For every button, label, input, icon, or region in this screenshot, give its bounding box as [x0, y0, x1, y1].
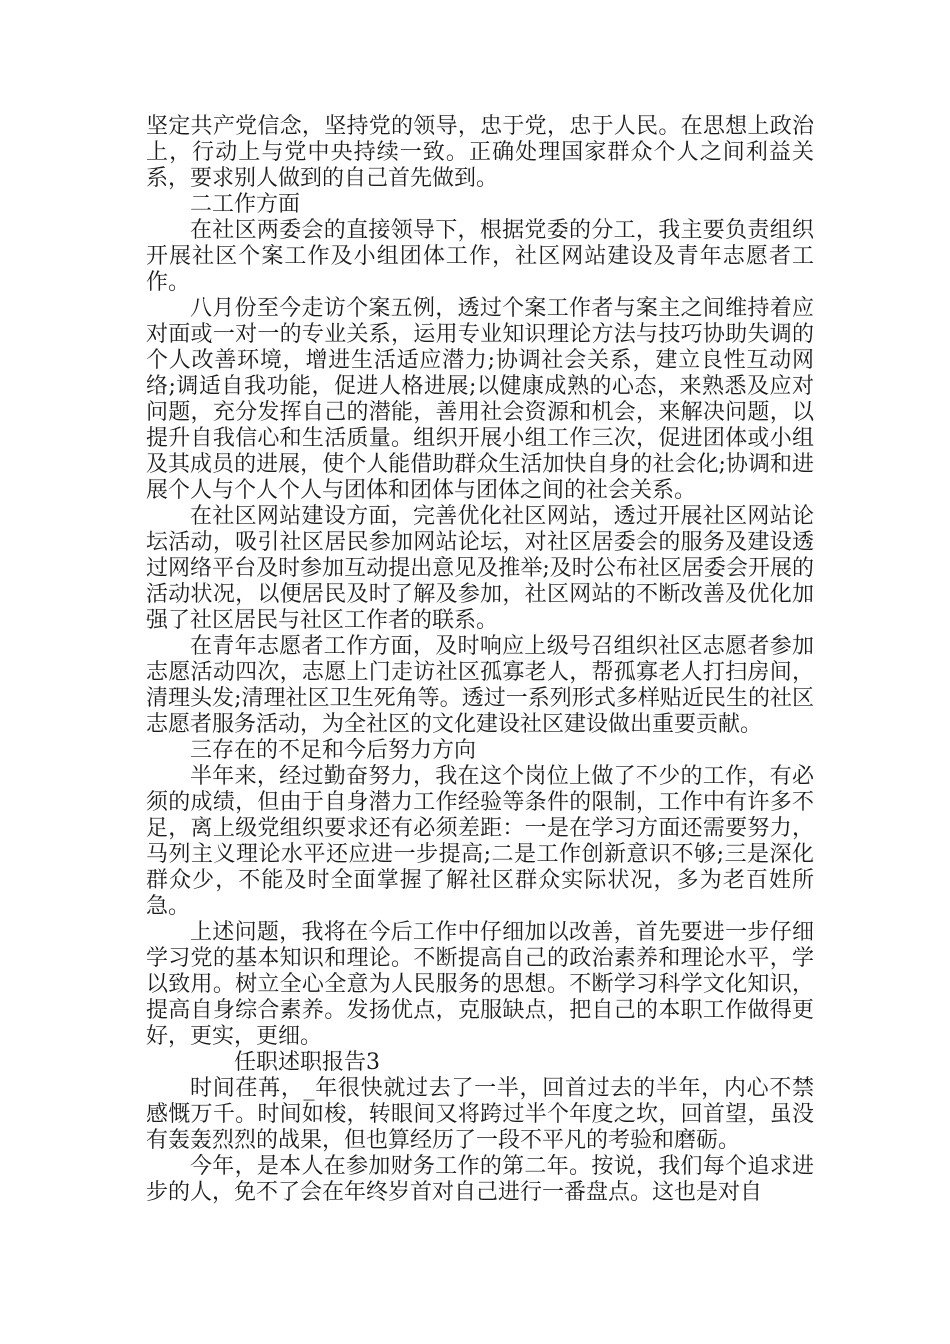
section-heading-shortcomings: 三存在的不足和今后努力方向 [190, 738, 477, 763]
paragraph-party-loyalty: 坚定共产党信念，坚持党的领导，忠于党，忠于人民。在思想上政治上，行动上与党中央持续一致。正确处理国家群众个人之间利益关系，要求别人做到的自己首先做到。 [146, 114, 814, 191]
paragraph-volunteers: 在青年志愿者工作方面，及时响应上级号召组织社区志愿者参加志愿活动四次，志愿上门走访社区孤寡老人，帮孤寡老人打扫房间，清理头发;清理社区卫生死角等。透过一系列形式多样贴近民生的社区志愿者服务活动，为全社区的文化建设社区建设做出重要贡献。 [146, 634, 814, 737]
paragraph-responsibilities: 在社区两委会的直接领导下，根据党委的分工，我主要负责组织开展社区个案工作及小组团体工作，社区网站建设及青年志愿者工作。 [146, 218, 814, 295]
report-title: 任职述职报告3 [234, 1050, 380, 1075]
paragraph-half-year: 半年来，经过勤奋努力，我在这个岗位上做了不少的工作，有必须的成绩，但由于自身潜力工作经验等条件的限制，工作中有许多不足，离上级党组织要求还有必须差距：一是在学习方面还需要努力，马列主义理论水平还应进一步提高;二是工作创新意识不够;三是深化群众少，不能及时全面掌握了解社区群众实际状况，多为老百姓所急。 [146, 764, 814, 919]
document-page [146, 114, 814, 1206]
paragraph-time-passes: 时间荏苒，_年很快就过去了一半，回首过去的半年，内心不禁感慨万千。时间如梭，转眼间又将跨过半个年度之坎，回首望，虽没有轰轰烈烈的战果，但也算经历了一段不平凡的考验和磨砺。 [146, 1076, 814, 1153]
paragraph-casework: 八月份至今走访个案五例，透过个案工作者与案主之间维持着应对面或一对一的专业关系，运用专业知识理论方法与技巧协助失调的个人改善环境，增进生活适应潜力;协调社会关系，建立良性互动网络;调适自我功能，促进人格进展;以健康成熟的心态，来熟悉及应对问题，充分发挥自己的潜能，善用社会资源和机会，来解决问题，以提升自我信心和生活质量。组织开展小组工作三次，促进团体或小组及其成员的进展，使个人能借助群众生活加快自身的社会化;协调和进展个人与个人个人与团体和团体与团体之间的社会关系。 [146, 296, 814, 503]
paragraph-second-year: 今年，是本人在参加财务工作的第二年。按说，我们每个追求进步的人，免不了会在年终岁首对自己进行一番盘点。这也是对自 [146, 1154, 814, 1205]
paragraph-improvement: 上述问题，我将在今后工作中仔细加以改善，首先要进一步仔细学习党的基本知识和理论。不断提高自己的政治素养和理论水平，学以致用。树立全心全意为人民服务的思想。不断学习科学文化知识，提高自身综合素养。发扬优点，克服缺点，把自己的本职工作做得更好，更实，更细。 [146, 920, 814, 1049]
paragraph-website: 在社区网站建设方面，完善优化社区网站，透过开展社区网站论坛活动，吸引社区居民参加网站论坛，对社区居委会的服务及建设透过网络平台及时参加互动提出意见及推举;及时公布社区居委会开展的活动状况，以便居民及时了解及参加，社区网站的不断改善及优化加强了社区居民与社区工作者的联系。 [146, 504, 814, 633]
section-heading-work: 二工作方面 [190, 192, 301, 217]
